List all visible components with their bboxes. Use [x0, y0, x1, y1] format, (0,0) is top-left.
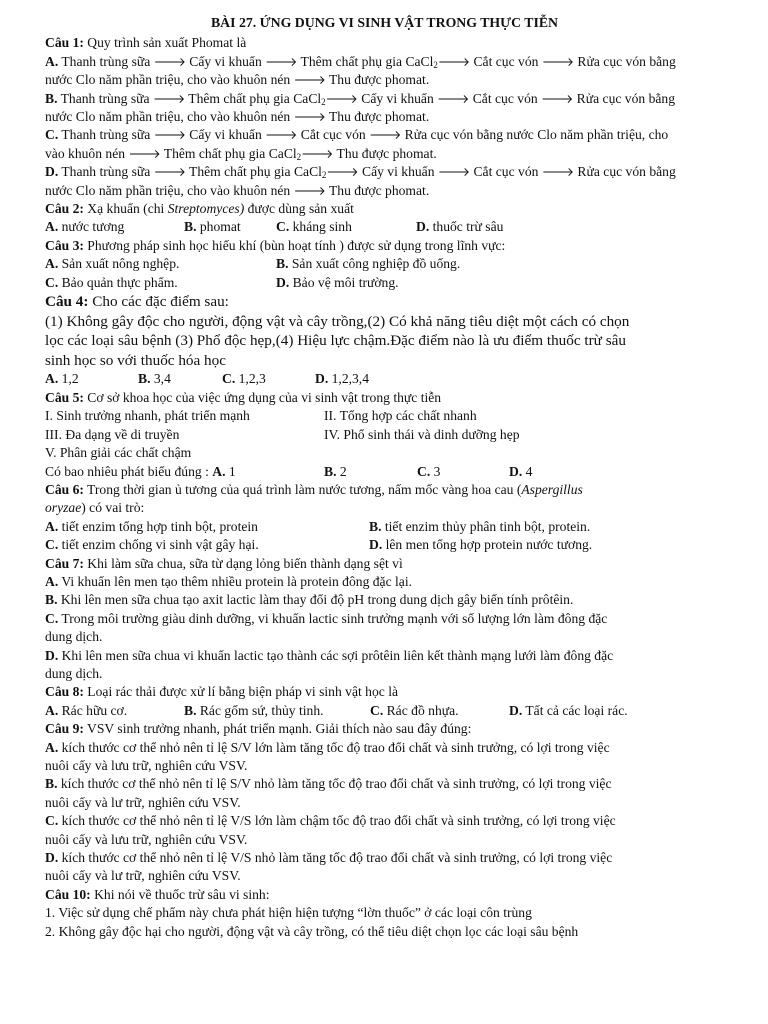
q9-option-b: B. kích thước cơ thể nhỏ nên tỉ lệ S/V nhỏ làm tăng tốc độ trao đổi chất và sinh trưởng, có lợi trong việc [45, 776, 612, 792]
question-10: Câu 10: Khi nói về thuốc trừ sâu vi sinh: [45, 886, 270, 902]
option-c: C. tiết enzim chống vi sinh vật gây hại. [45, 537, 259, 553]
q9-option-d: D. kích thước cơ thể nhỏ nên tỉ lệ V/S nhỏ làm tăng tốc độ trao đổi chất và sinh trưởng, có lợi trong việc [45, 850, 613, 866]
question-label: Câu 3: [45, 237, 84, 253]
question-6: Câu 6: Trong thời gian ủ tương của quá trình làm nước tương, nấm mốc vàng hoa cau (Aspergillus [45, 481, 583, 497]
statement-1: I. Sinh trưởng nhanh, phát triển mạnh [45, 408, 250, 424]
q7-option-b: B. Khi lên men sữa chua tạo axit lactic làm thay đổi độ pH trong dung dịch gây biến tính prôtêin. [45, 592, 574, 608]
option-b: B. tiết enzim thủy phân tinh bột, protein. [369, 518, 591, 534]
option-c: C. Rác đồ nhựa. [370, 702, 459, 718]
arrow-right-icon: 🡒 [152, 91, 186, 106]
question-3: Câu 3: Phương pháp sinh học hiếu khí (bùn hoạt tính ) được sử dụng trong lĩnh vực: [45, 237, 506, 253]
option-a: A. 1,2 [45, 371, 79, 387]
species-name: oryzae [45, 500, 82, 516]
question-label: Câu 4: [45, 293, 89, 311]
statement-2: II. Tổng hợp các chất nhanh [324, 408, 477, 424]
statement-5: V. Phân giải các chất chậm [45, 445, 192, 461]
statement-3: III. Đa dạng về di truyền [45, 426, 180, 442]
q7-option-d: D. Khi lên men sữa chua vi khuẩn lactic tạo thành các sợi prôtêin liên kết thành mạng lưới làm đông đặc [45, 647, 614, 663]
q1-option-d: D. Thanh trùng sữa 🡒 Thêm chất phụ gia CaCl$_2$🡒 Cấy vi khuẩn 🡒 Cắt cục vón 🡒 Rửa cục vón bằng [45, 164, 676, 181]
q7-option-c: C. Trong môi trường giàu dinh dưỡng, vi khuẩn lactic sinh trưởng mạnh với số lượng lớn làm đông đặc [45, 610, 608, 626]
q2-options [45, 218, 724, 236]
option-c: C. 3 [417, 463, 441, 479]
q1-option-d-cont: nước Clo năm phần triệu, cho vào khuôn nén 🡒 Thu được phomat. [45, 182, 430, 198]
option-d: D. thuốc trừ sâu [416, 219, 504, 235]
arrow-right-icon: 🡒 [437, 165, 471, 180]
question-label: Câu 8: [45, 684, 84, 700]
q1-option-b-cont: nước Clo năm phần triệu, cho vào khuôn nén 🡒 Thu được phomat. [45, 109, 430, 125]
option-d: D. 1,2,3,4 [315, 371, 369, 387]
question-label: Câu 10: [45, 886, 91, 902]
arrow-right-icon: 🡒 [541, 165, 575, 180]
chemical-formula: CaCl [268, 145, 297, 161]
arrow-right-icon: 🡒 [301, 146, 334, 161]
option-d: D. Bảo vệ môi trường. [276, 274, 399, 290]
arrow-right-icon: 🡒 [293, 73, 326, 88]
option-b: B. Rác gốm sứ, thủy tinh. [184, 702, 324, 718]
arrow-right-icon: 🡒 [153, 128, 186, 143]
question-2: Câu 2: Xạ khuẩn (chi Streptomyces) được dùng sản xuất [45, 201, 354, 217]
question-label: Câu 6: [45, 481, 84, 497]
question-label: Câu 7: [45, 555, 84, 571]
option-c: C. kháng sinh [276, 219, 352, 235]
q8-options [45, 702, 724, 720]
question-6-cont: oryzae) có vai trò: [45, 500, 145, 516]
q9-option-c: C. kích thước cơ thể nhỏ nên tỉ lệ V/S lớn làm chậm tốc độ trao đổi chất và sinh trưởng, có lợi trong việc [45, 813, 616, 829]
species-name: Streptomyces) [167, 201, 245, 217]
q1-option-a-cont: nước Clo năm phần triệu, cho vào khuôn nén 🡒 Thu được phomat. [45, 72, 430, 88]
q9-option-d-cont: nuôi cấy và lư trữ, nghiên cứu VSV. [45, 868, 241, 884]
question-label: Câu 1: [45, 35, 84, 51]
option-a: A. Sản xuất nông nghệp. [45, 256, 180, 272]
option-c: C. Bảo quản thực phẩm. [45, 274, 178, 290]
q6-options-row-1 [45, 518, 724, 536]
arrow-right-icon: 🡒 [293, 110, 326, 125]
option-b: B. 3,4 [138, 371, 171, 387]
question-label: Câu 9: [45, 721, 84, 737]
question-text: Quy trình sản xuất Phomat là [83, 35, 247, 51]
q5-statements-row-1 [45, 407, 724, 425]
option-a: A. tiết enzim tổng hợp tinh bột, protein [45, 518, 258, 534]
q3-options-row-1 [45, 255, 724, 273]
q7-option-d-cont: dung dịch. [45, 665, 103, 681]
arrow-right-icon: 🡒 [437, 91, 470, 106]
arrow-right-icon: 🡒 [153, 54, 186, 69]
arrow-right-icon: 🡒 [153, 165, 186, 180]
q6-options-row-2 [45, 536, 724, 554]
arrow-right-icon: 🡒 [541, 54, 575, 69]
arrow-right-icon: 🡒 [326, 165, 359, 180]
q9-option-b-cont: nuôi cấy và lư trữ, nghiên cứu VSV. [45, 794, 241, 810]
q7-option-a: A. Vi khuẩn lên men tạo thêm nhiều protein là protein đông đặc lại. [45, 573, 413, 589]
option-c: C. 1,2,3 [222, 371, 266, 387]
q5-options [45, 463, 724, 481]
chemical-formula: CaCl [293, 90, 322, 106]
question-4: Câu 4: Cho các đặc điểm sau: [45, 293, 229, 311]
q10-statement-2: 2. Không gây độc hại cho người, động vật và cây trồng, có thể tiêu diệt chọn lọc các loại sâu bệnh [45, 923, 579, 939]
option-b: B. phomat [184, 219, 241, 235]
option-d: D. Tất cả các loại rác. [509, 702, 628, 718]
arrow-right-icon: 🡒 [437, 54, 471, 69]
q9-option-a: A. kích thước cơ thể nhỏ nên tỉ lệ S/V lớn làm tăng tốc độ trao đổi chất và sinh trưởng, có lợi trong việc [45, 739, 610, 755]
q4-options [45, 370, 724, 388]
question-label: Câu 5: [45, 389, 84, 405]
q1-option-c-cont: vào khuôn nén 🡒 Thêm chất phụ gia CaCl$_2$🡒 Thu được phomat. [45, 145, 437, 162]
q3-options-row-2 [45, 274, 724, 292]
option-a: A. Rác hữu cơ. [45, 702, 128, 718]
q10-statement-1: 1. Việc sử dụng chế phẩm này chưa phát hiện hiện tượng “lờn thuốc” ở các loại côn trùng [45, 905, 532, 921]
q5-count-with-option-a: Có bao nhiêu phát biểu đúng : A. 1 [45, 463, 236, 479]
question-5: Câu 5: Cơ sở khoa học của việc ứng dụng của vi sinh vật trong thực tiễn [45, 389, 442, 405]
q5-statements-row-2 [45, 426, 724, 444]
arrow-right-icon: 🡒 [541, 91, 574, 106]
q9-option-a-cont: nuôi cấy và lưu trữ, nghiên cứu VSV. [45, 758, 248, 773]
species-name: Aspergillus [521, 481, 583, 497]
question-8: Câu 8: Loại rác thải được xử lí bằng biện pháp vi sinh vật học là [45, 684, 399, 700]
statement-4: IV. Phổ sinh thái và dinh dưỡng hẹp [324, 426, 520, 442]
q4-statement-line-2: lọc các loại sâu bệnh (3) Phổ độc hẹp,(4) Hiệu lực chậm.Đặc điểm nào là ưu điểm thuốc trừ sâu [45, 332, 626, 350]
question-7: Câu 7: Khi làm sữa chua, sữa từ dạng lỏng biến thành dạng sệt vì [45, 555, 403, 571]
q1-option-b: B. Thanh trùng sữa 🡒 Thêm chất phụ gia CaCl$_2$🡒 Cấy vi khuẩn 🡒 Cắt cục vón 🡒 Rửa cục vón bằng [45, 90, 676, 107]
arrow-right-icon: 🡒 [293, 183, 326, 198]
option-label: D. [45, 164, 59, 180]
question-9: Câu 9: VSV sinh trưởng nhanh, phát triển mạnh. Giải thích nào sau đây đúng: [45, 721, 472, 737]
q4-statement-line-1: (1) Không gây độc cho người, động vật và cây trồng,(2) Có khả năng tiêu diệt một cách có chọn [45, 312, 630, 330]
q7-option-c-cont: dung dịch. [45, 629, 103, 645]
chemical-formula: CaCl [293, 164, 322, 180]
arrow-right-icon: 🡒 [265, 128, 298, 143]
option-d: D. 4 [509, 463, 533, 479]
arrow-right-icon: 🡒 [369, 128, 402, 143]
option-label: A. [45, 53, 59, 69]
page-title: BÀI 27. ỨNG DỤNG VI SINH VẬT TRONG THỰC TIỄN [210, 15, 559, 30]
arrow-right-icon: 🡒 [265, 54, 298, 69]
arrow-right-icon: 🡒 [128, 146, 161, 161]
q4-statement-line-3: sinh học so với thuốc hóa học [45, 351, 226, 369]
arrow-right-icon: 🡒 [325, 91, 358, 106]
option-a: A. nước tương [45, 219, 125, 235]
option-b: B. 2 [324, 463, 347, 479]
option-label: C. [45, 127, 59, 143]
option-b: B. Sản xuất công nghiệp đồ uống. [276, 256, 461, 272]
chemical-formula: CaCl [405, 53, 434, 69]
q1-option-c: C. Thanh trùng sữa 🡒 Cấy vi khuẩn 🡒 Cắt cục vón 🡒 Rửa cục vón bằng nước Clo năm phần triệu, cho [45, 127, 669, 143]
question-label: Câu 2: [45, 201, 84, 217]
question-1 [45, 34, 724, 52]
option-label: B. [45, 90, 58, 106]
q1-option-a: A. Thanh trùng sữa 🡒 Cấy vi khuẩn 🡒 Thêm chất phụ gia CaCl$_2$🡒 Cắt cục vón 🡒 Rửa cục vón bằng [45, 53, 676, 70]
q9-option-c-cont: nuôi cấy và lưu trữ, nghiên cứu VSV. [45, 831, 248, 847]
option-d: D. lên men tổng hợp protein nước tương. [369, 537, 593, 553]
